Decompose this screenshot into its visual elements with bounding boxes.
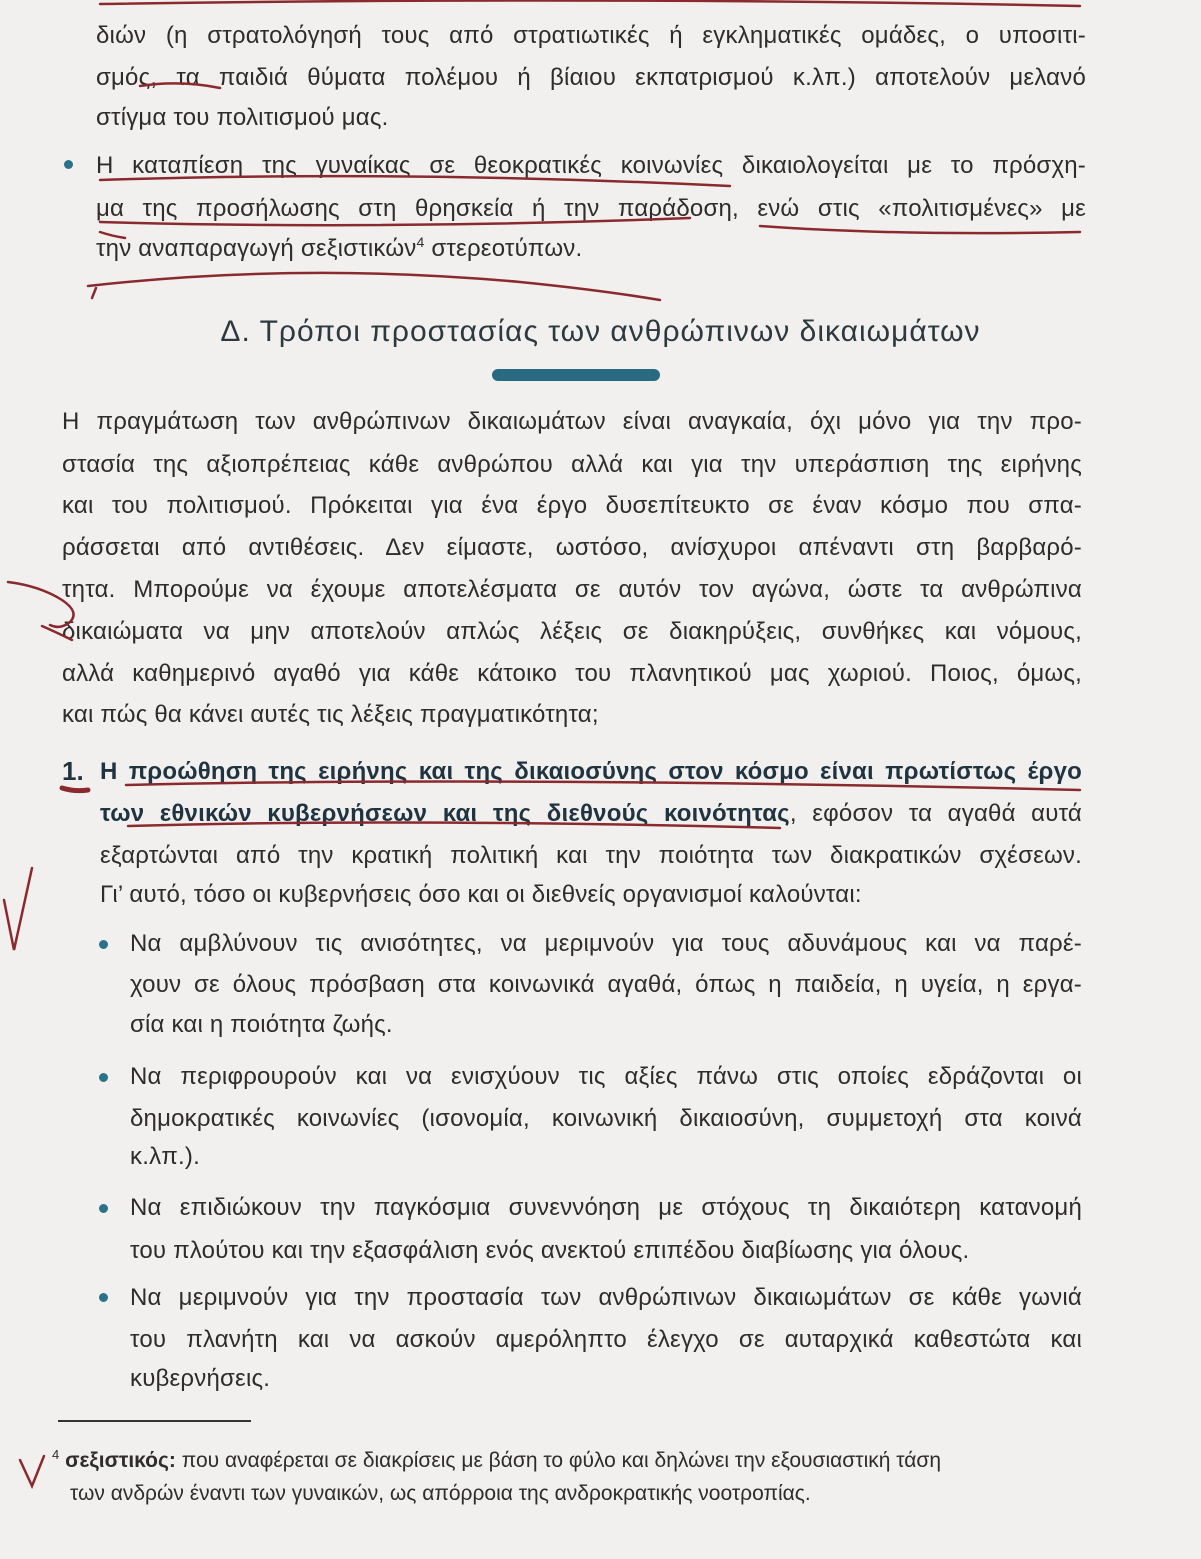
point1-line-3: εξαρτώνται από την κρατική πολιτική και την ποιότητα των διακρατικών σχέσεων. [100, 842, 1082, 869]
footnote-term: σεξιστικός: [65, 1449, 176, 1472]
sub-bullet-4-line-3: κυβερνήσεις. [130, 1365, 271, 1392]
sub-bullet-2-line-2: δημοκρατικές κοινωνίες (ισονομία, κοινωνική δικαιοσύνη, συμμετοχή στα κοινά [130, 1105, 1082, 1132]
top-paragraph-line-1: διών (η στρατολόγησή τους από στρατιωτικές ή εγκληματικές ομάδες, ο υποσιτι- [96, 22, 1086, 49]
footnote-number: 4 [52, 1447, 60, 1462]
point1-bold-line-2: των εθνικών κυβερνήσεων και της διεθνούς κοινότητας [100, 800, 790, 827]
pen-underline [8, 582, 74, 627]
pen-underline [128, 822, 780, 828]
intro-line-2: στασία της αξιοπρέπειας κάθε ανθρώπου αλλά και για την υπεράσπιση της ειρήνης [62, 451, 1082, 478]
intro-line-5: τητα. Μπορούμε να έχουμε αποτελέσματα σε αυτόν τον αγώνα, ώστε τα ανθρώπινα [62, 576, 1082, 603]
oppression-bullet-line-3-end: στερεοτύπων. [424, 235, 583, 262]
point1-line-2-rest: , εφόσον τα αγαθά αυτά [789, 800, 1082, 827]
pen-underline [62, 788, 88, 791]
pen-checkmark [4, 868, 32, 950]
footnote-reference[interactable]: 4 [416, 234, 425, 250]
sub-bullet-1-line-3: σία και η ποιότητα ζωής. [130, 1011, 393, 1038]
section-heading: Δ. Τρόποι προστασίας των ανθρώπινων δικαιωμάτων [220, 315, 981, 348]
pen-underline [88, 273, 660, 300]
intro-line-1: Η πραγμάτωση των ανθρώπινων δικαιωμάτων είναι αναγκαία, όχι μόνο για την προ- [62, 408, 1082, 435]
top-paragraph-line-2: σμός, τα παιδιά θύματα πολέμου ή βίαιου εκπατρισμού κ.λπ.) αποτελούν μελανό [96, 64, 1086, 91]
pen-underline [100, 0, 1080, 6]
sub-bullet-2-line-3: κ.λπ.). [130, 1143, 200, 1170]
pen-underline [140, 83, 220, 88]
sub-bullet-4-line-1: Να μεριμνούν για την προστασία των ανθρώπινων δικαιωμάτων σε κάθε γωνιά [130, 1284, 1082, 1311]
point1-line-4: Γι’ αυτό, τόσο οι κυβερνήσεις όσο και οι διεθνείς οργανισμοί καλούνται: [100, 881, 862, 908]
oppression-bullet-line-1: Η καταπίεση της γυναίκας σε θεοκρατικές κοινωνίες δικαιολογείται με το πρόσχη- [96, 152, 1086, 179]
pen-underline [126, 781, 1080, 790]
sub-bullet-1-line-1: Να αμβλύνουν τις ανισότητες, να μεριμνούν για τους αδυνάμους και να παρέ- [130, 930, 1082, 957]
intro-line-8: και πώς θα κάνει αυτές τις λέξεις πραγματικότητα; [62, 701, 599, 728]
pen-underline [92, 288, 96, 298]
sub-bullet-4-line-2: του πλανήτη και να ασκούν αμερόληπτο έλεγχο σε αυταρχικά καθεστώτα και [130, 1326, 1082, 1353]
point1-bold-line-1: Η προώθηση της ειρήνης και της δικαιοσύνης στον κόσμο είναι πρωτίστως έργο [100, 758, 1082, 785]
pen-underline [100, 176, 730, 186]
intro-line-7: αλλά καθημερινό αγαθό για κάθε κάτοικο του πλανητικού μας χωριού. Ποιος, όμως, [62, 660, 1082, 687]
pen-checkmark [20, 1456, 44, 1486]
intro-line-3: και του πολιτισμού. Πρόκειται για ένα έργο δυσεπίτευκτο σε έναν κόσμο που σπα- [62, 492, 1082, 519]
intro-line-4: ράσσεται από αντιθέσεις. Δεν είμαστε, ωστόσο, ανίσχυροι απέναντι στη βαρβαρό- [62, 534, 1082, 561]
sub-bullet-1-line-2: χουν σε όλους πρόσβαση στα κοινωνικά αγαθά, όπως η παιδεία, η υγεία, η εργα- [130, 971, 1082, 998]
oppression-bullet-line-3-text: την αναπαραγωγή σεξιστικών [96, 235, 417, 262]
sub-bullet-3-line-2: του πλούτου και την εξασφάλιση ενός ανεκτού επιπέδου διαβίωσης για όλους. [130, 1237, 970, 1264]
point-number: 1. [62, 756, 84, 786]
sub-bullet-3-line-1: Να επιδιώκουν την παγκόσμια συνεννόηση με στόχους τη δικαιότερη κατανομή [130, 1194, 1082, 1221]
oppression-bullet-line-2: μα της προσήλωσης στη θρησκεία ή την παράδοση, ενώ στις «πολιτισμένες» με [96, 195, 1086, 222]
pen-underline [100, 232, 125, 238]
pen-underline [100, 218, 1080, 233]
top-paragraph-line-3: στίγμα του πολιτισμού μας. [96, 104, 389, 131]
intro-line-6: δικαιώματα να μην αποτελούν απλώς λέξεις σε διακηρύξεις, συνθήκες και νόμους, [62, 618, 1082, 645]
footnote-definition: που αναφέρεται σε διακρίσεις με βάση το φύλο και δηλώνει την εξουσιαστική τάση [175, 1449, 942, 1472]
sub-bullet-2-line-1: Να περιφρουρούν και να ενισχύουν τις αξίες πάνω στις οποίες εδράζονται οι [130, 1063, 1082, 1090]
footnote-line-2: των ανδρών έναντι των γυναικών, ως απόρροια της ανδροκρατικής νοοτροπίας. [70, 1482, 811, 1505]
